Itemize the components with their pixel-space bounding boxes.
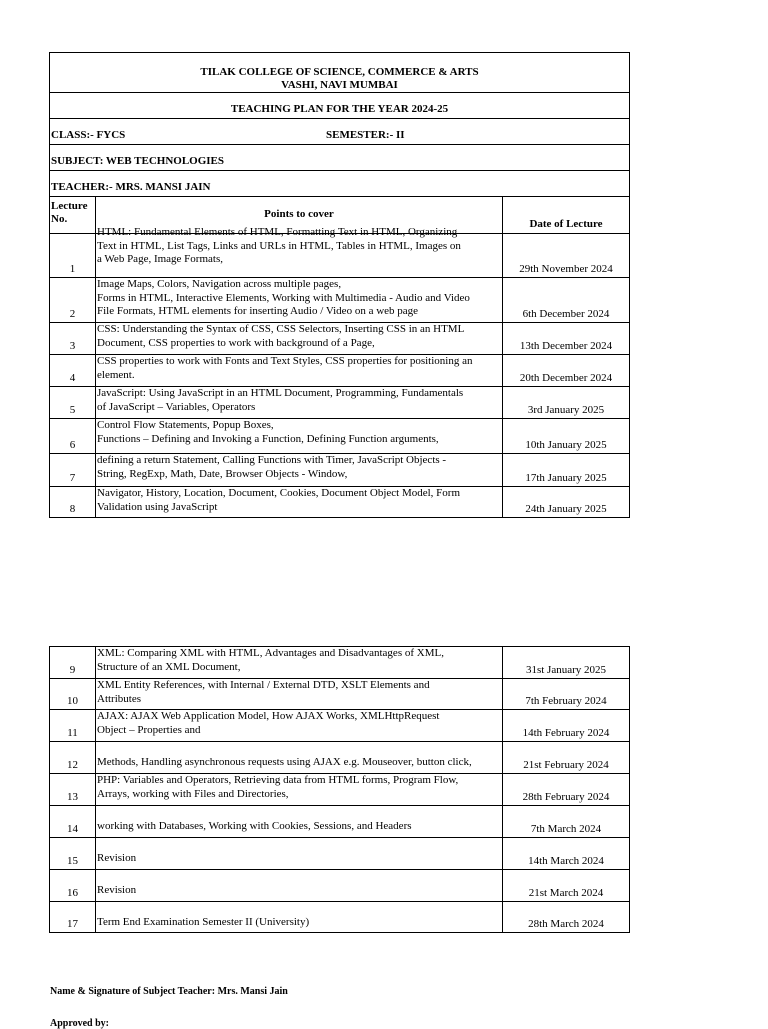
table-row [49, 454, 630, 487]
semester-label: SEMESTER:- II [326, 129, 405, 141]
date-cell [503, 387, 629, 418]
subject-label: SUBJECT: WEB TECHNOLOGIES [51, 155, 224, 167]
lecture-date: 24th January 2025 [525, 503, 607, 515]
points-cell [96, 774, 503, 805]
lecture-no-cell [50, 679, 96, 709]
lecture-no: 11 [67, 727, 78, 739]
date-cell [503, 902, 629, 932]
date-cell [503, 233, 629, 277]
lecture-date: 21st March 2024 [528, 887, 604, 899]
lecture-no: 3 [69, 340, 76, 352]
date-cell [503, 355, 629, 386]
table-row [49, 902, 630, 933]
lecture-date: 17th January 2025 [525, 472, 607, 484]
points-to-cover: XML Entity References, with Internal / External DTD, XSLT Elements and Attributes [97, 679, 430, 705]
lecture-no-cell [50, 419, 96, 453]
table-row [49, 774, 630, 806]
table-row [49, 355, 630, 387]
header-lecture-no-cell [50, 197, 96, 233]
points-cell [96, 278, 503, 322]
lecture-no: 1 [69, 263, 76, 275]
lecture-date: 3rd January 2025 [527, 404, 605, 416]
table-row [49, 226, 630, 278]
lecture-no: 10 [67, 695, 78, 707]
lecture-no: 15 [67, 855, 78, 867]
points-cell [96, 742, 503, 773]
lecture-date: 7th February 2024 [525, 695, 607, 707]
points-cell [96, 902, 503, 932]
lecture-date: 28th March 2024 [528, 918, 604, 930]
lecture-date: 7th March 2024 [530, 823, 602, 835]
lecture-no: 16 [67, 887, 78, 899]
points-cell [96, 323, 503, 354]
lecture-no-cell [50, 323, 96, 354]
teacher-label: TEACHER:- MRS. MANSI JAIN [51, 181, 211, 193]
lecture-no: 14 [67, 823, 78, 835]
date-cell [503, 679, 629, 709]
lecture-no-cell [50, 710, 96, 741]
lecture-no-cell [50, 742, 96, 773]
teacher-row [49, 171, 630, 197]
lecture-no-cell [50, 870, 96, 901]
points-to-cover: Navigator, History, Location, Document, Cookies, Document Object Model, Form Validation using JavaScript [97, 487, 460, 513]
date-cell [503, 487, 629, 517]
table-row [49, 387, 630, 419]
lecture-date: 14th March 2024 [528, 855, 604, 867]
lecture-no-cell [50, 647, 96, 678]
table-row [49, 646, 630, 679]
points-cell [96, 387, 503, 418]
points-to-cover: HTML: Fundamental Elements of HTML, Formatting Text in HTML, Organizing Text in HTML, List Tags, Links and URLs in HTML, Tables in HTML, Images on a Web Page, Image Formats, [97, 226, 461, 265]
points-cell [96, 419, 503, 453]
points-cell [96, 647, 503, 678]
points-to-cover: Revision [97, 851, 137, 864]
lecture-date: 21st February 2024 [523, 759, 609, 771]
lecture-no: 17 [67, 918, 78, 930]
points-cell [96, 355, 503, 386]
points-to-cover: CSS: Understanding the Syntax of CSS, CSS Selectors, Inserting CSS in an HTML Document, CSS properties to work with background of a Page, [97, 323, 465, 349]
lecture-no-cell [50, 233, 96, 277]
lecture-no-cell [50, 838, 96, 869]
points-cell [96, 870, 503, 901]
lecture-date: 28th February 2024 [522, 791, 610, 803]
points-to-cover: CSS properties to work with Fonts and Text Styles, CSS properties for positioning an element. [97, 355, 473, 381]
lecture-date: 14th February 2024 [522, 727, 610, 739]
points-cell [96, 806, 503, 837]
lecture-no-cell [50, 355, 96, 386]
lecture-no-cell [50, 454, 96, 486]
points-to-cover: Control Flow Statements, Popup Boxes, Functions – Defining and Invoking a Function, Defining Function arguments, [97, 419, 439, 445]
subject-row [49, 145, 630, 171]
lecture-no: 8 [69, 503, 76, 515]
lecture-no: 13 [67, 791, 78, 803]
lecture-no-cell [50, 902, 96, 932]
date-cell [503, 647, 629, 678]
lecture-no-cell [50, 774, 96, 805]
lecture-no-cell [50, 387, 96, 418]
class-semester-row [49, 119, 630, 145]
date-cell [503, 323, 629, 354]
points-cell [96, 710, 503, 741]
lecture-date: 10th January 2025 [525, 439, 607, 451]
points-to-cover: Methods, Handling asynchronous requests using AJAX e.g. Mouseover, button click, [97, 755, 472, 768]
plan-title-row [49, 93, 630, 119]
table-row [49, 710, 630, 742]
date-cell [503, 278, 629, 322]
class-label: CLASS:- FYCS [51, 129, 126, 141]
lecture-no-cell [50, 278, 96, 322]
points-cell [96, 838, 503, 869]
table-row [49, 838, 630, 870]
points-to-cover: working with Databases, Working with Cookies, Sessions, and Headers [97, 819, 412, 832]
lecture-no: 7 [69, 472, 76, 484]
date-cell [503, 454, 629, 486]
header-date-cell [503, 197, 629, 233]
lecture-no: 12 [67, 759, 78, 771]
points-to-cover: Term End Examination Semester II (University) [97, 915, 310, 928]
table-row [49, 679, 630, 710]
table-row [49, 487, 630, 518]
points-cell [96, 454, 503, 486]
header-date: Date of Lecture [529, 218, 603, 230]
date-cell [503, 710, 629, 741]
lecture-date: 31st January 2025 [525, 664, 607, 676]
approved-by: Approved by: [50, 1018, 109, 1029]
teacher-signature: Name & Signature of Subject Teacher: Mrs. Mansi Jain [50, 986, 288, 997]
points-to-cover: Revision [97, 883, 137, 896]
date-cell [503, 870, 629, 901]
plan-title: TEACHING PLAN FOR THE YEAR 2024-25 [230, 103, 449, 115]
lecture-no: 5 [69, 404, 76, 416]
lecture-no-cell [50, 806, 96, 837]
lecture-no: 9 [69, 664, 76, 676]
points-to-cover: XML: Comparing XML with HTML, Advantages and Disadvantages of XML, Structure of an XML Document, [97, 647, 444, 673]
points-to-cover: AJAX: AJAX Web Application Model, How AJAX Works, XMLHttpRequest Object – Properties and [97, 710, 440, 736]
points-to-cover: Image Maps, Colors, Navigation across multiple pages, Forms in HTML, Interactive Elements, Working with Multimedia - Audio and Video File Formats, HTML elements for inserting Audio / Video on a web page [97, 278, 470, 317]
lecture-no: 2 [69, 308, 76, 320]
table-row [49, 419, 630, 454]
college-header [49, 52, 630, 93]
header-points: Points to cover [264, 208, 334, 220]
lecture-date: 6th December 2024 [522, 308, 610, 320]
header-lecture-no: Lecture No. [51, 200, 88, 225]
lecture-date: 20th December 2024 [519, 372, 613, 384]
lecture-no: 6 [69, 439, 76, 451]
table-row [49, 870, 630, 902]
date-cell [503, 742, 629, 773]
points-to-cover: PHP: Variables and Operators, Retrieving data from HTML forms, Program Flow, Arrays, working with Files and Directories, [97, 774, 459, 800]
points-cell [96, 226, 503, 277]
lecture-no-cell [50, 487, 96, 517]
points-cell [96, 679, 503, 709]
lecture-no: 4 [69, 372, 76, 384]
lecture-date: 13th December 2024 [519, 340, 613, 352]
points-to-cover: defining a return Statement, Calling Functions with Timer, JavaScript Objects - String, RegExp, Math, Date, Browser Objects - Window, [97, 454, 447, 480]
table-row [49, 806, 630, 838]
table-row [49, 323, 630, 355]
college-name: TILAK COLLEGE OF SCIENCE, COMMERCE & ARTS [200, 66, 479, 78]
table-row [49, 742, 630, 774]
table-row [49, 278, 630, 323]
date-cell [503, 838, 629, 869]
points-to-cover: JavaScript: Using JavaScript in an HTML Document, Programming, Fundamentals of JavaScript – Variables, Operators [97, 387, 464, 413]
date-cell [503, 419, 629, 453]
date-cell [503, 806, 629, 837]
date-cell [503, 774, 629, 805]
points-cell [96, 487, 503, 517]
lecture-date: 29th November 2024 [519, 263, 613, 275]
college-location: VASHI, NAVI MUMBAI [281, 79, 398, 91]
